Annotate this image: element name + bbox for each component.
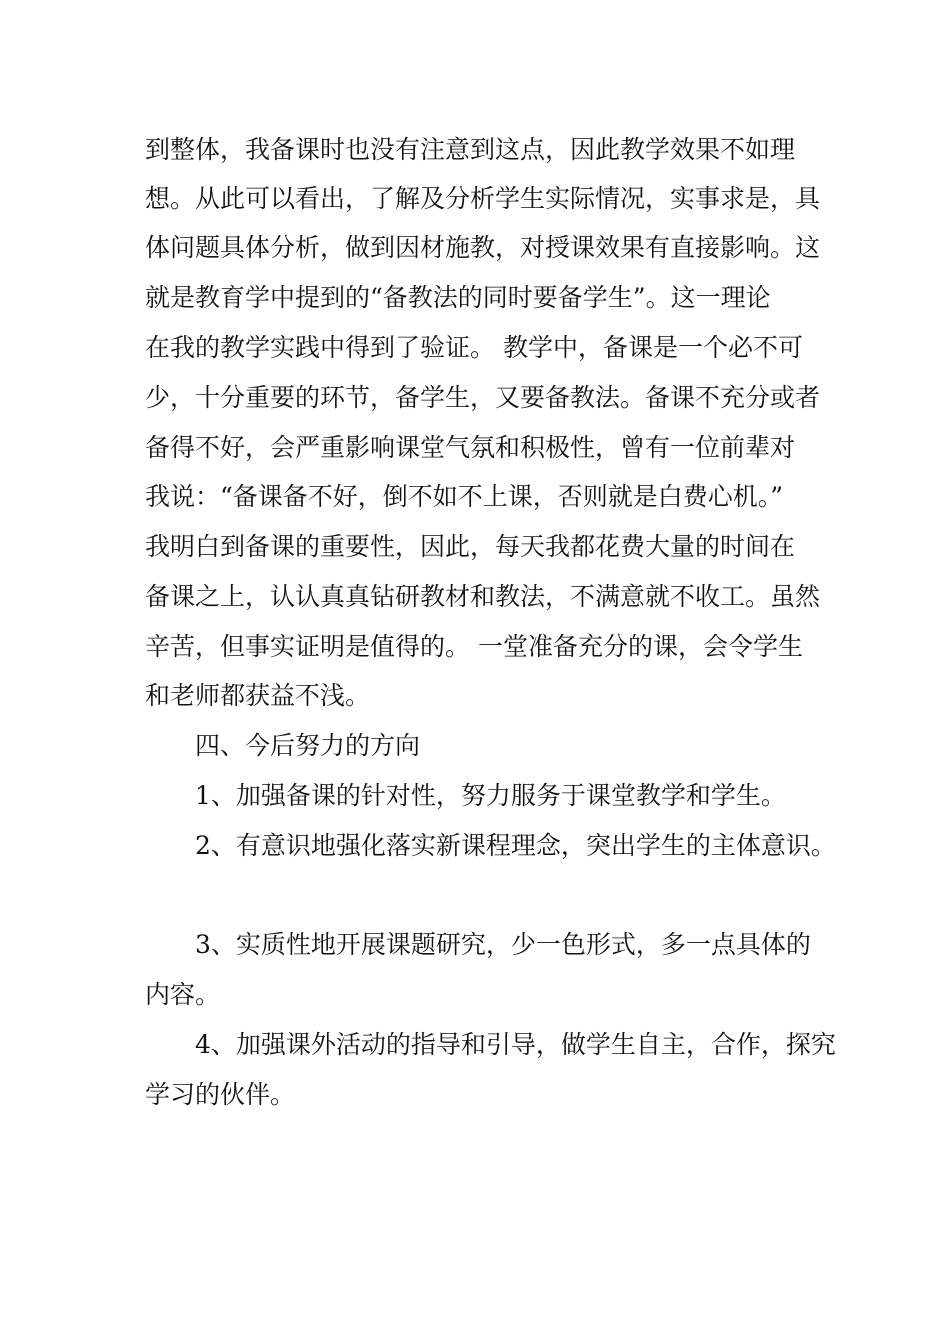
list-item-3-continuation: 内容。 [145,980,221,1009]
body-line-9: 我明白到备课的重要性，因此，每天我都花费大量的时间在 [145,532,796,561]
body-line-10: 备课之上，认认真真钻研教材和教法，不满意就不收工。虽然 [145,582,821,611]
body-line-4: 就是教育学中提到的“备教法的同时要备学生”。这一理论 [145,283,771,312]
list-item-3: 3、实质性地开展课题研究，少一色形式，多一点具体的 [195,930,811,959]
body-line-8: 我说：“备课备不好，倒不如不上课，否则就是白费心机。” [145,482,784,511]
body-line-3: 体问题具体分析，做到因材施教，对授课效果有直接影响。这 [145,233,821,262]
body-line-7: 备得不好，会严重影响课堂气氛和积极性，曾有一位前辈对 [145,433,796,462]
body-line-5: 在我的教学实践中得到了验证。 教学中，备课是一个必不可 [145,333,803,362]
body-line-1: 到整体，我备课时也没有注意到这点，因此教学效果不如理 [145,135,796,164]
list-item-4-continuation: 学习的伙伴。 [145,1080,296,1109]
body-line-2: 想。从此可以看出，了解及分析学生实际情况，实事求是，具 [145,184,821,213]
list-item-2: 2、有意识地强化落实新课程理念，突出学生的主体意识。 [195,831,836,860]
body-line-6: 少，十分重要的环节，备学生，又要备教法。备课不充分或者 [145,383,821,412]
body-line-12: 和老师都获益不浅。 [145,681,371,710]
list-item-4: 4、加强课外活动的指导和引导，做学生自主，合作，探究 [195,1030,836,1059]
body-line-11: 辛苦，但事实证明是值得的。 一堂准备充分的课，会令学生 [145,632,803,661]
list-item-1: 1、加强备课的针对性，努力服务于课堂教学和学生。 [195,781,786,810]
section-heading: 四、今后努力的方向 [195,731,421,760]
